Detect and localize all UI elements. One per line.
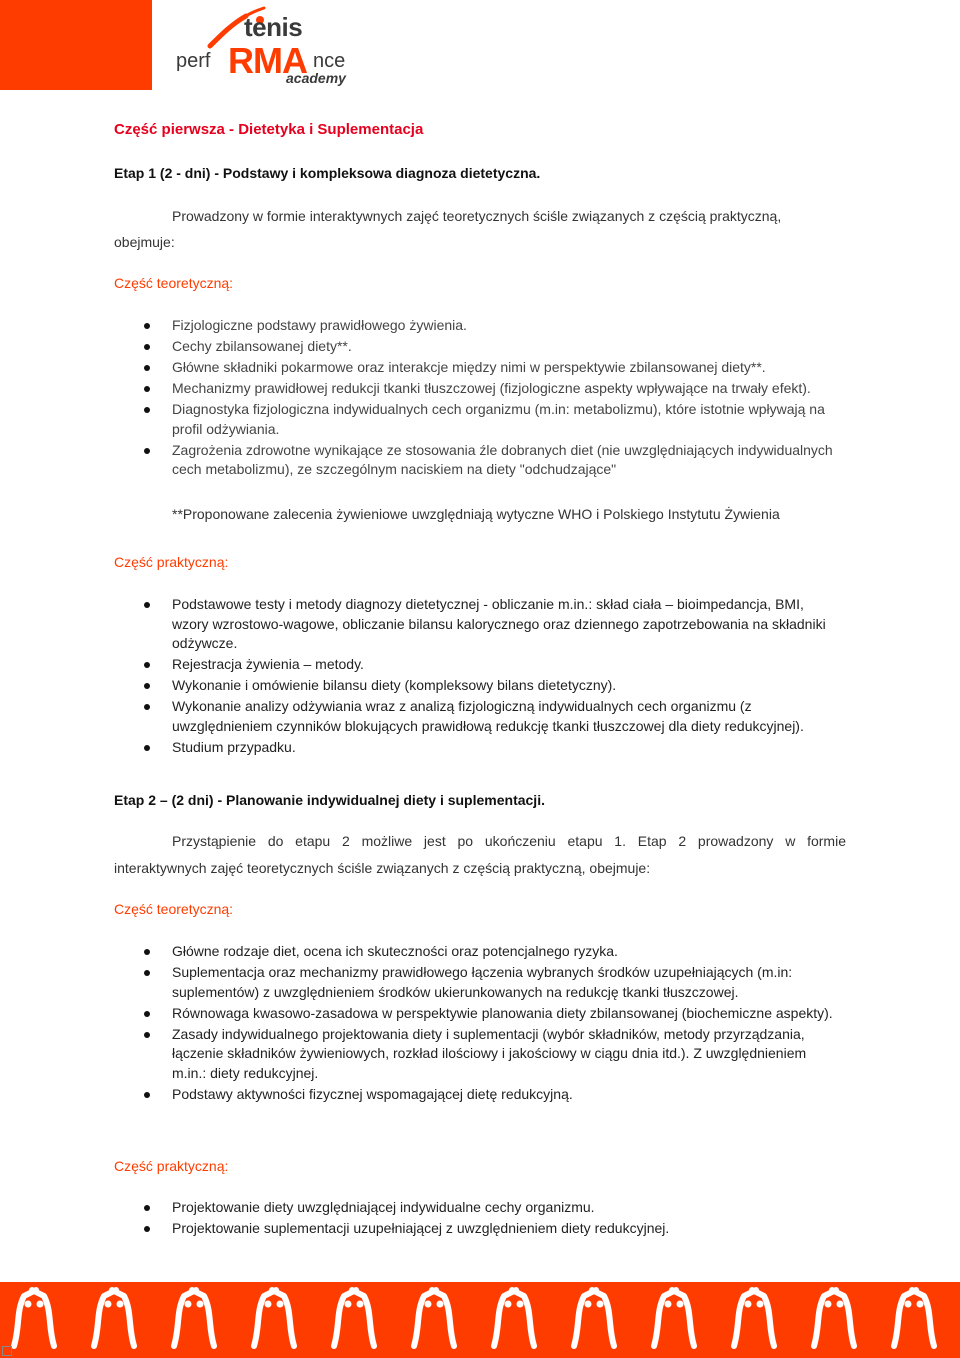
list-item: Podstawowe testy i metody diagnozy dietetycznej - obliczanie m.in.: skład ciała – bioimpedancja, BMI, wzory wzrostowo-wagowe, obliczanie bilansu kalorycznego oraz dziennego zapotrzebowania na składniki odżywcze. bbox=[172, 595, 842, 654]
player-head-icon bbox=[357, 1301, 364, 1308]
stage1-theory-list bbox=[172, 316, 842, 481]
player-head-icon bbox=[677, 1301, 684, 1308]
stage1-intro-line2: obejmuje: bbox=[114, 234, 175, 250]
list-item: Diagnostyka fizjologiczna indywidualnych cech organizmu (m.in: metabolizmu), które istotnie wpływają na profil odżywiania. bbox=[172, 400, 842, 439]
player-silhouette-icon bbox=[494, 1290, 516, 1346]
player-head-icon bbox=[105, 1301, 112, 1308]
player-silhouette-icon bbox=[254, 1290, 276, 1346]
player-head-icon bbox=[905, 1301, 912, 1308]
player-silhouette-icon bbox=[94, 1290, 116, 1346]
stage2-theory-label: Część teoretyczną: bbox=[114, 901, 234, 917]
logo-academy-text: academy bbox=[286, 70, 346, 86]
list-item: Suplementacja oraz mechanizmy prawidłowego łączenia wybranych środków uzupełniających (m.in: suplementów) z uwzględnieniem środków ukierunkowanych na redukcję tkanki tłuszczowej. bbox=[172, 963, 842, 1002]
list-item: Główne składniki pokarmowe oraz interakcje między nimi w perspektywie zbilansowanej diety**. bbox=[172, 358, 842, 378]
player-head-icon bbox=[585, 1301, 592, 1308]
player-silhouette-icon bbox=[912, 1290, 934, 1346]
player-silhouette-icon bbox=[654, 1290, 676, 1346]
player-head-icon bbox=[825, 1301, 832, 1308]
tenis-performance-academy-logo bbox=[176, 6, 356, 90]
player-silhouette-icon bbox=[272, 1290, 294, 1346]
list-item: Cechy zbilansowanej diety**. bbox=[172, 337, 842, 357]
stage2-practice-label: Część praktyczną: bbox=[114, 1158, 229, 1174]
list-item: Główne rodzaje diet, ocena ich skuteczności oraz potencjalnego ryzyka. bbox=[172, 942, 842, 962]
player-silhouette-icon bbox=[672, 1290, 694, 1346]
player-head-icon bbox=[597, 1301, 604, 1308]
logo-rma-text: RMA bbox=[228, 40, 307, 81]
page-corner-mark bbox=[2, 1346, 12, 1356]
player-silhouette-icon bbox=[814, 1290, 836, 1346]
player-head-icon bbox=[197, 1301, 204, 1308]
list-item: Równowaga kwasowo-zasadowa w perspektywie planowania diety zbilansowanej (biochemiczne aspekty). bbox=[172, 1004, 842, 1024]
player-silhouette-icon bbox=[334, 1290, 356, 1346]
player-head-icon bbox=[117, 1301, 124, 1308]
player-silhouette-icon bbox=[574, 1290, 596, 1346]
player-head-icon bbox=[665, 1301, 672, 1308]
list-item: Zagrożenia zdrowotne wynikające ze stosowania źle dobranych diet (nie uwzględniających indywidualnych cech metabolizmu), ze szczególnym naciskiem na diety "odchudzające" bbox=[172, 441, 842, 480]
list-item: Wykonanie i omówienie bilansu diety (kompleksowy bilans dietetyczny). bbox=[172, 676, 842, 696]
player-silhouette-icon bbox=[894, 1290, 916, 1346]
list-item: Studium przypadku. bbox=[172, 738, 842, 758]
player-head-icon bbox=[425, 1301, 432, 1308]
list-item: Podstawy aktywności fizycznej wspomagającej dietę redukcyjną. bbox=[172, 1085, 842, 1105]
stage1-title: Etap 1 (2 - dni) - Podstawy i kompleksowa diagnoza dietetyczna. bbox=[114, 165, 541, 181]
logo-perf-text: perf bbox=[176, 50, 211, 72]
stage2-intro-line1: Przystąpienie do etapu 2 możliwe jest po ukończeniu etapu 1. Etap 2 prowadzony w formie bbox=[172, 833, 846, 849]
player-silhouette-icon bbox=[752, 1290, 774, 1346]
player-head-icon bbox=[437, 1301, 444, 1308]
player-silhouettes-pattern-icon bbox=[0, 1282, 960, 1358]
nutrition-guidelines-note: **Proponowane zalecenia żywieniowe uwzględniają wytyczne WHO i Polskiego Instytutu Żywienia bbox=[172, 506, 780, 522]
stage2-title: Etap 2 – (2 dni) - Planowanie indywidualnej diety i suplementacji. bbox=[114, 792, 545, 808]
logo-nce-text: nce bbox=[313, 50, 346, 72]
player-silhouette-icon bbox=[174, 1290, 196, 1346]
list-item: Projektowanie diety uwzględniającej indywidualne cechy organizmu. bbox=[172, 1198, 842, 1218]
player-silhouette-icon bbox=[734, 1290, 756, 1346]
player-silhouette-icon bbox=[352, 1290, 374, 1346]
list-item: Wykonanie analizy odżywiania wraz z analizą fizjologiczną indywidualnych cech organizmu (z uwzględnieniem czynników blokujących prawidłową redukcję tkanki tłuszczowej dla diety redukcyjnej). bbox=[172, 697, 842, 736]
list-item: Fizjologiczne podstawy prawidłowego żywienia. bbox=[172, 316, 842, 336]
player-head-icon bbox=[185, 1301, 192, 1308]
player-head-icon bbox=[25, 1301, 32, 1308]
player-head-icon bbox=[345, 1301, 352, 1308]
main-title: Część pierwsza - Dietetyka i Suplementacja bbox=[114, 121, 424, 138]
player-silhouette-icon bbox=[832, 1290, 854, 1346]
player-head-icon bbox=[265, 1301, 272, 1308]
stage1-practice-label: Część praktyczną: bbox=[114, 554, 229, 570]
list-item: Projektowanie suplementacji uzupełniającej z uwzględnieniem diety redukcyjnej. bbox=[172, 1219, 842, 1239]
stage2-intro-line2: interaktywnych zajęć teoretycznych ściśle związanych z częścią praktyczną, obejmuje: bbox=[114, 860, 651, 876]
list-item: Mechanizmy prawidłowej redukcji tkanki tłuszczowej (fizjologiczne aspekty wpływające na trwały efekt). bbox=[172, 379, 842, 399]
footer-decorative-band bbox=[0, 1282, 960, 1358]
player-head-icon bbox=[837, 1301, 844, 1308]
player-head-icon bbox=[277, 1301, 284, 1308]
player-silhouette-icon bbox=[512, 1290, 534, 1346]
player-silhouette-icon bbox=[14, 1290, 36, 1346]
stage2-theory-list bbox=[172, 942, 842, 1106]
list-item: Zasady indywidualnego projektowania diety i suplementacji (wybór składników, metody przyrządzania, łączenie składników żywieniowych, rozkład ilościowy i jakościowy w ciągu dnia itd.). Z uwzględnieniem m.in.: diety redukcyjnej. bbox=[172, 1025, 842, 1084]
logo-tenis-text: tenis bbox=[244, 12, 303, 42]
player-silhouette-icon bbox=[414, 1290, 436, 1346]
stage2-practice-list bbox=[172, 1198, 842, 1240]
player-head-icon bbox=[37, 1301, 44, 1308]
player-silhouette-icon bbox=[432, 1290, 454, 1346]
stage1-theory-label: Część teoretyczną: bbox=[114, 275, 234, 291]
stage1-intro-line1: Prowadzony w formie interaktywnych zajęć teoretycznych ściśle związanych z częścią praktyczną, bbox=[172, 208, 782, 224]
player-silhouette-icon bbox=[592, 1290, 614, 1346]
player-head-icon bbox=[757, 1301, 764, 1308]
player-head-icon bbox=[517, 1301, 524, 1308]
list-item: Rejestracja żywienia – metody. bbox=[172, 655, 842, 675]
player-head-icon bbox=[505, 1301, 512, 1308]
player-head-icon bbox=[745, 1301, 752, 1308]
player-silhouette-icon bbox=[112, 1290, 134, 1346]
player-head-icon bbox=[917, 1301, 924, 1308]
player-silhouette-icon bbox=[192, 1290, 214, 1346]
stage1-practice-list bbox=[172, 595, 842, 759]
player-silhouette-icon bbox=[32, 1290, 54, 1346]
header-orange-block bbox=[0, 0, 152, 90]
